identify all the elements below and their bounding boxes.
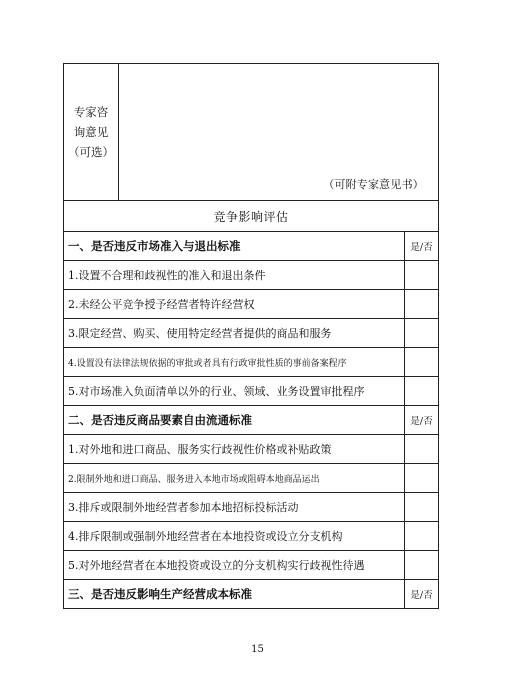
criteria-row: [64, 290, 439, 319]
criteria-text: 3.排斥或限制外地经营者参加本地招标投标活动: [64, 493, 405, 522]
criteria-row: [64, 522, 439, 551]
section-heading: 二、是否违反商品要素自由流通标准: [64, 406, 405, 435]
answer-cell[interactable]: [405, 522, 439, 551]
review-form-table: [63, 63, 439, 609]
expert-opinion-row: [64, 64, 439, 201]
criteria-text: 1.设置不合理和歧视性的准入和退出条件: [64, 261, 405, 290]
expert-label-line2: 询意见: [73, 125, 109, 139]
answer-cell[interactable]: [405, 348, 439, 377]
section-heading: 一、是否违反市场准入与退出标准: [64, 232, 405, 261]
expert-label-line1: 专家咨: [73, 105, 109, 119]
answer-header: 是/否: [405, 580, 439, 609]
criteria-row: [64, 261, 439, 290]
expert-opinion-note: （可附专家意见书）: [323, 178, 424, 191]
criteria-row: [64, 493, 439, 522]
criteria-row: [64, 435, 439, 464]
criteria-text: 5.对市场准入负面清单以外的行业、领域、业务设置审批程序: [64, 377, 405, 406]
criteria-text: 2.限制外地和进口商品、服务进入本地市场或阻碍本地商品运出: [64, 464, 405, 493]
criteria-row: [64, 464, 439, 493]
criteria-row: [64, 551, 439, 580]
criteria-text: 4.设置没有法律法规依据的审批或者具有行政审批性质的事前备案程序: [64, 348, 405, 377]
criteria-row: [64, 377, 439, 406]
answer-header: 是/否: [405, 232, 439, 261]
criteria-text: 3.限定经营、购买、使用特定经营者提供的商品和服务: [64, 319, 405, 348]
answer-cell[interactable]: [405, 377, 439, 406]
answer-cell[interactable]: [405, 493, 439, 522]
evaluation-title: 竞争影响评估: [64, 201, 439, 232]
evaluation-title-row: [64, 201, 439, 232]
criteria-row: [64, 319, 439, 348]
answer-cell[interactable]: [405, 290, 439, 319]
criteria-text: 5.对外地经营者在本地投资或设立的分支机构实行歧视性待遇: [64, 551, 405, 580]
answer-header: 是/否: [405, 406, 439, 435]
criteria-text: 4.排斥限制或强制外地经营者在本地投资或设立分支机构: [64, 522, 405, 551]
page-number: 15: [251, 644, 264, 655]
section-heading-row: [64, 232, 439, 261]
answer-cell[interactable]: [405, 435, 439, 464]
answer-cell[interactable]: [405, 319, 439, 348]
expert-opinion-label: [64, 64, 119, 201]
expert-opinion-field[interactable]: [119, 64, 439, 201]
section-heading-row: [64, 406, 439, 435]
answer-cell[interactable]: [405, 261, 439, 290]
criteria-text: 1.对外地和进口商品、服务实行歧视性价格或补贴政策: [64, 435, 405, 464]
expert-label-line3: （可选）: [68, 145, 114, 159]
criteria-row: [64, 348, 439, 377]
section-heading: 三、是否违反影响生产经营成本标准: [64, 580, 405, 609]
section-heading-row: [64, 580, 439, 609]
answer-cell[interactable]: [405, 464, 439, 493]
criteria-text: 2.未经公平竞争授予经营者特许经营权: [64, 290, 405, 319]
answer-cell[interactable]: [405, 551, 439, 580]
